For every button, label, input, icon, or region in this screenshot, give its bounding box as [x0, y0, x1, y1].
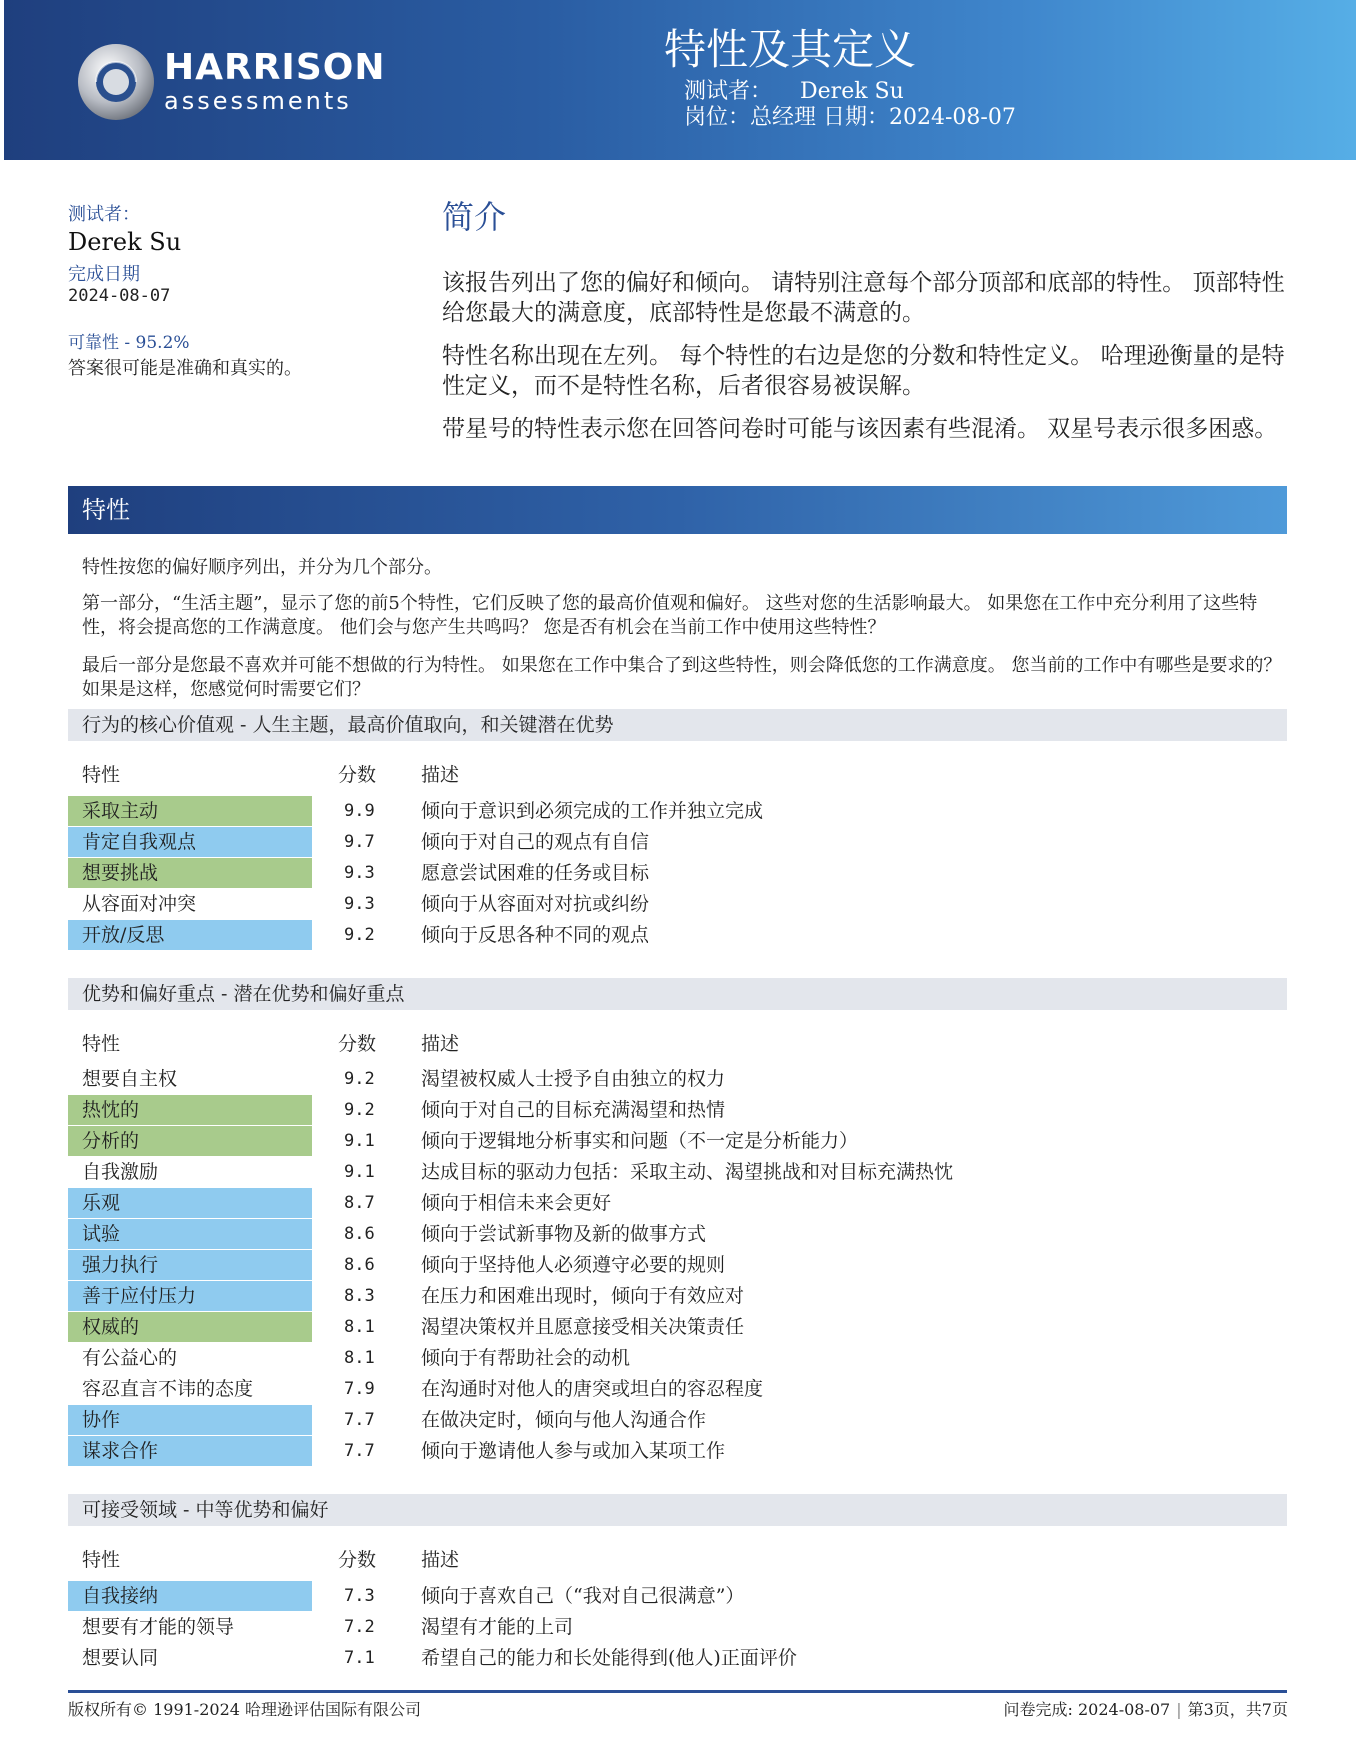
trait-score: 9.2 — [344, 1069, 375, 1089]
table-row — [68, 858, 1287, 888]
trait-name: 自我接纳 — [68, 1581, 312, 1611]
table-row — [68, 1405, 1287, 1435]
trait-score: 8.7 — [344, 1193, 375, 1213]
trait-score: 9.9 — [344, 801, 375, 821]
trait-name: 容忍直言不讳的态度 — [82, 1378, 254, 1400]
trait-name: 从容面对冲突 — [82, 893, 197, 915]
trait-name: 想要有才能的领导 — [82, 1616, 235, 1638]
footer-page-number: 第3页，共7页 — [1187, 1700, 1288, 1719]
trait-description: 倾向于意识到必须完成的工作并独立完成 — [421, 800, 764, 822]
trait-score: 9.2 — [344, 925, 375, 945]
section-title-bar: 特性 — [68, 486, 1287, 534]
column-header-trait: 特性 — [82, 764, 121, 786]
trait-score: 7.9 — [344, 1379, 375, 1399]
trait-score: 9.7 — [344, 832, 375, 852]
info-tester-name: Derek Su — [68, 228, 182, 256]
page-title: 特性及其定义 — [664, 25, 917, 74]
table-row — [68, 1126, 1287, 1156]
table-row — [68, 1188, 1287, 1218]
table-row — [68, 796, 1287, 826]
trait-description: 渴望决策权并且愿意接受相关决策责任 — [421, 1316, 745, 1338]
section-paragraph-2: 第一部分，“生活主题”，显示了您的前5个特性，它们反映了您的最高价值观和偏好。 这些对您的生活影响最大。 如果您在工作中充分利用了这些特性，将会提高您的工作满意度。 他们会与您产生共鸣吗？ 您是否有机会在当前工作中使用这些特性？ — [82, 593, 1258, 638]
footer-copyright: 版权所有© 1991-2024 哈理逊评估国际有限公司 — [68, 1700, 422, 1719]
info-tester-label: 测试者： — [68, 204, 140, 225]
trait-name: 权威的 — [68, 1312, 312, 1342]
trait-description: 倾向于尝试新事物及新的做事方式 — [421, 1223, 707, 1245]
trait-description: 渴望有才能的上司 — [421, 1616, 574, 1638]
trait-description: 愿意尝试困难的任务或目标 — [421, 862, 650, 884]
trait-score: 9.3 — [344, 894, 375, 914]
trait-name: 自我激励 — [82, 1161, 159, 1183]
trait-name: 善于应付压力 — [68, 1281, 312, 1311]
trait-score: 8.6 — [344, 1224, 375, 1244]
trait-description: 达成目标的驱动力包括：采取主动、渴望挑战和对目标充满热忱 — [421, 1161, 954, 1183]
table-row — [68, 1436, 1287, 1466]
intro-paragraph-2: 特性名称出现在左列。 每个特性的右边是您的分数和特性定义。 哈理逊衡量的是特性定义，而不是特性名称，后者很容易被误解。 — [442, 343, 1285, 399]
column-header-trait: 特性 — [82, 1033, 121, 1055]
trait-description: 倾向于坚持他人必须遵守必要的规则 — [421, 1254, 726, 1276]
trait-name: 谋求合作 — [68, 1436, 312, 1466]
trait-name: 想要认同 — [82, 1647, 159, 1669]
trait-name: 有公益心的 — [82, 1347, 178, 1369]
trait-name: 试验 — [68, 1219, 312, 1249]
trait-name: 协作 — [68, 1405, 312, 1435]
trait-name: 乐观 — [68, 1188, 312, 1218]
trait-score: 9.3 — [344, 863, 375, 883]
trait-description: 倾向于邀请他人参与或加入某项工作 — [421, 1440, 726, 1462]
column-header-score: 分数 — [338, 1033, 377, 1055]
trait-description: 倾向于相信未来会更好 — [421, 1192, 612, 1214]
column-header-desc: 描述 — [421, 1033, 460, 1055]
trait-description: 倾向于有帮助社会的动机 — [421, 1347, 631, 1369]
table-row — [68, 1581, 1287, 1611]
trait-score: 7.1 — [344, 1648, 375, 1668]
intro-paragraph-1: 该报告列出了您的偏好和倾向。 请特别注意每个部分顶部和底部的特性。 顶部特性给您最大的满意度，底部特性是您最不满意的。 — [442, 270, 1285, 326]
section-paragraph-3: 最后一部分是您最不喜欢并可能不想做的行为特性。 如果您在工作中集合了到这些特性，则会降低您的工作满意度。 您当前的工作中有哪些是要求的？ 如果是这样，您感觉何时需要它们？ — [82, 655, 1282, 700]
trait-score: 8.1 — [344, 1317, 375, 1337]
trait-description: 在压力和困难出现时，倾向于有效应对 — [421, 1285, 745, 1307]
header-tester — [684, 78, 904, 106]
trait-name: 想要自主权 — [82, 1068, 178, 1090]
trait-name: 分析的 — [68, 1126, 312, 1156]
trait-description: 倾向于喜欢自己（“我对自己很满意”） — [421, 1585, 745, 1607]
column-header-score: 分数 — [338, 764, 377, 786]
column-header-desc: 描述 — [421, 1549, 460, 1571]
column-header-trait: 特性 — [82, 1549, 121, 1571]
trait-score: 9.2 — [344, 1100, 375, 1120]
table-row — [68, 1612, 1287, 1642]
header-tester-name: Derek Su — [800, 79, 904, 104]
header-banner — [4, 0, 1356, 160]
trait-description: 倾向于反思各种不同的观点 — [421, 924, 650, 946]
category-header-acceptable: 可接受领域 - 中等优势和偏好 — [68, 1494, 1287, 1526]
footer-right — [1004, 1696, 1289, 1724]
logo-wordmark — [164, 48, 386, 114]
info-completed-label: 完成日期 — [68, 264, 140, 285]
section-paragraph-1: 特性按您的偏好顺序列出，并分为几个部分。 — [82, 557, 442, 578]
trait-score: 7.7 — [344, 1441, 375, 1461]
trait-score: 7.2 — [344, 1617, 375, 1637]
trait-score: 7.7 — [344, 1410, 375, 1430]
trait-name: 强力执行 — [68, 1250, 312, 1280]
table-row — [68, 1343, 1287, 1373]
harrison-logo-icon — [76, 42, 156, 122]
table-row — [68, 1250, 1287, 1280]
intro-paragraph-3: 带星号的特性表示您在回答问卷时可能与该因素有些混淆。 双星号表示很多困惑。 — [442, 416, 1278, 442]
table-row — [68, 1312, 1287, 1342]
table-row — [68, 1157, 1287, 1187]
trait-score: 9.1 — [344, 1131, 375, 1151]
trait-name: 想要挑战 — [68, 858, 312, 888]
trait-name: 肯定自我观点 — [68, 827, 312, 857]
trait-score: 8.6 — [344, 1255, 375, 1275]
table-row — [68, 1064, 1287, 1094]
table-row — [68, 827, 1287, 857]
table-row — [68, 1219, 1287, 1249]
trait-name: 采取主动 — [68, 796, 312, 826]
info-completed-date: 2024-08-07 — [68, 286, 171, 306]
info-reliability: 可靠性 - 95.2% — [68, 333, 190, 353]
intro-title: 简介 — [442, 198, 507, 236]
table-row — [68, 889, 1287, 919]
trait-description: 倾向于对自己的目标充满渴望和热情 — [421, 1099, 726, 1121]
table-row — [68, 920, 1287, 950]
header-tester-label: 测试者： — [684, 79, 773, 104]
header-position-date: 岗位：总经理 日期：2024-08-07 — [684, 105, 1016, 130]
footer-divider — [68, 1690, 1287, 1693]
column-header-score: 分数 — [338, 1549, 377, 1571]
category-header-core-values: 行为的核心价值观 - 人生主题，最高价值取向，和关键潜在优势 — [68, 709, 1287, 741]
trait-score: 9.1 — [344, 1162, 375, 1182]
trait-description: 倾向于逻辑地分析事实和问题（不一定是分析能力） — [421, 1130, 859, 1152]
footer-separator: | — [1176, 1700, 1182, 1719]
logo-text-big: HARRISON — [164, 47, 386, 88]
category-header-strengths: 优势和偏好重点 - 潜在优势和偏好重点 — [68, 978, 1287, 1010]
column-header-desc: 描述 — [421, 764, 460, 786]
table-row — [68, 1643, 1287, 1673]
table-row — [68, 1281, 1287, 1311]
table-row — [68, 1095, 1287, 1125]
logo-text-small: assessments — [164, 87, 352, 115]
trait-description: 渴望被权威人士授予自由独立的权力 — [421, 1068, 726, 1090]
trait-description: 在做决定时，倾向与他人沟通合作 — [421, 1409, 707, 1431]
trait-name: 开放/反思 — [68, 920, 312, 950]
trait-description: 倾向于对自己的观点有自信 — [421, 831, 650, 853]
info-reliability-note: 答案很可能是准确和真实的。 — [68, 358, 302, 379]
trait-description: 在沟通时对他人的唐突或坦白的容忍程度 — [421, 1378, 764, 1400]
trait-description: 倾向于从容面对对抗或纠纷 — [421, 893, 650, 915]
table-row — [68, 1374, 1287, 1404]
trait-score: 7.3 — [344, 1586, 375, 1606]
trait-name: 热忱的 — [68, 1095, 312, 1125]
footer-completed: 问卷完成: 2024-08-07 — [1003, 1700, 1171, 1719]
trait-score: 8.1 — [344, 1348, 375, 1368]
trait-score: 8.3 — [344, 1286, 375, 1306]
trait-description: 希望自己的能力和长处能得到(他人)正面评价 — [421, 1647, 797, 1669]
